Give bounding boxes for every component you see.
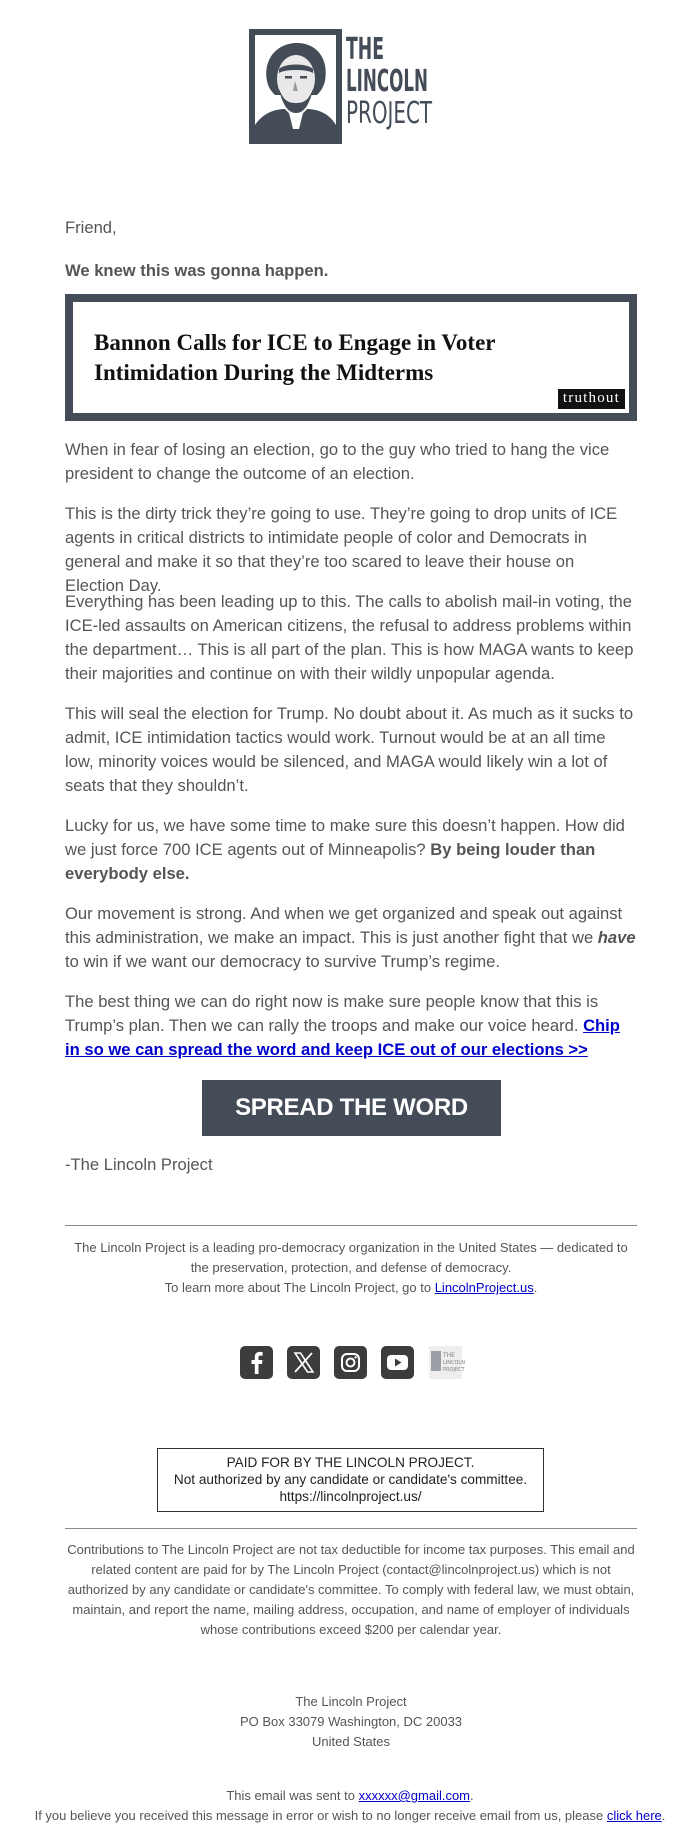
address-country: United States [311,1734,391,1749]
unsubscribe-line: If you believe you received this message in error or wish to no longer receive email from us, please click here. [34,1808,666,1823]
lincoln-project-logo [249,29,452,144]
paragraph-3: Everything has been leading up to this. The calls to abolish mail-in voting, the ICE-led assaults on American citizens, the refusal to address problems within the department… This is all part of the plan. This is how MAGA wants to keep their majorities and continue on with their wildly unpopular agenda. [65,592,634,683]
headline-image [65,294,637,421]
address-org: The Lincoln Project [295,1694,407,1709]
spread-the-word-button[interactable]: SPREAD THE WORD [202,1080,501,1136]
paid-for-box [157,1448,544,1512]
paragraph-6-before: Our movement is strong. And when we get organized and speak out against this administration, we make an impact. This is just another fight that we [65,904,623,947]
mini-logo-line-1: THE [443,1352,455,1359]
paragraph-7-text: The best thing we can do right now is make sure people know that this is Trump’s plan. Then we can rally the troops and make our voice heard. [65,992,599,1035]
paragraph-1: When in fear of losing an election, go to the guy who tried to hang the vice president to change the outcome of an election. [65,440,610,483]
footer-about [65,1238,637,1298]
paragraph-5 [65,814,637,886]
chip-in-link[interactable]: Chip in so we can spread the word and keep ICE out of our elections >> [65,1016,620,1059]
mini-logo-line-3: PROJECT [443,1367,465,1373]
paragraph-6 [65,902,637,974]
address-street: PO Box 33079 Washington, DC 20033 [239,1714,463,1729]
sent-to-line: This email was sent to xxxxxx@gmail.com. [226,1788,474,1803]
mini-logo-line-2: LINCOLN [443,1360,465,1366]
recipient-email-link[interactable]: xxxxxx@gmail.com [358,1788,471,1803]
paid-for-line: PAID FOR BY THE LINCOLN PROJECT. [226,1455,475,1470]
paragraph-2: This is the dirty trick they’re going to use. They’re going to drop units of ICE agents in critical districts to intimidate people of color and Democrats in general and make it so that they’re too scared to leave their house on Election Day. [65,504,618,595]
not-authorized-line: Not authorized by any candidate or candidate's committee. [173,1472,528,1487]
logo-text-line-3: PROJECT [346,96,433,131]
footer-divider-bottom [65,1528,637,1529]
paragraph-4: This will seal the election for Trump. No doubt about it. As much as it sucks to admit, ICE intimidation tactics would work. Turnout would be at an all time low, minority voices would be silenced, and MAGA would likely win a lot of seats that they shouldn’t. [65,704,634,795]
lead-line: We knew this was gonna happen. [65,261,329,280]
greeting: Friend, [65,218,117,237]
unsubscribe-link[interactable]: click here [606,1808,662,1823]
paragraph-7 [65,990,637,1062]
paragraph-5-bold: By being louder than everybody else. [65,840,596,883]
footer-divider-top [65,1225,637,1226]
paragraph-6-after: to win if we want our democracy to survive Trump’s regime. [65,952,500,971]
truthout-logo: truthout [558,389,625,409]
facebook-icon[interactable] [240,1346,273,1379]
headline-image-title: Bannon Calls for ICE to Engage in Voter Intimidation During the Midterms [94,330,496,385]
about-text: The Lincoln Project is a leading pro-democracy organization in the United States — dedicated to the preservation, protection, and defense of democracy. [74,1240,628,1275]
paragraph-5-text: Lucky for us, we have some time to make sure this doesn’t happen. How did we just force 700 ICE agents out of Minneapolis? [65,816,625,859]
about-learn-more: To learn more about The Lincoln Project, go to LincolnProject.us. [164,1280,538,1295]
lincoln-project-icon[interactable] [429,1346,465,1379]
recipient-notice [0,1786,700,1826]
x-icon[interactable] [287,1346,320,1379]
lincolnproject-link[interactable]: LincolnProject.us [434,1280,534,1295]
instagram-icon[interactable] [334,1346,367,1379]
paragraph-6-emphasis: have [597,928,636,947]
logo-text-line-2: LINCOLN [346,64,428,99]
mailing-address [65,1692,637,1752]
youtube-icon[interactable] [381,1346,414,1379]
disclaimer: Contributions to The Lincoln Project are not tax deductible for income tax purposes. This email and related content are paid for by The Lincoln Project (contact@lincolnproject.us) which is not authorized by any candidate or candidate's committee. To comply with federal law, we must obtain, maintain, and report the name, mailing address, occupation, and name of employer of individuals whose contributions exceed $200 per calendar year. [67,1542,635,1637]
signoff: -The Lincoln Project [65,1155,213,1174]
logo-text-line-1: THE [346,32,384,67]
paid-for-url: https://lincolnproject.us/ [279,1489,422,1504]
